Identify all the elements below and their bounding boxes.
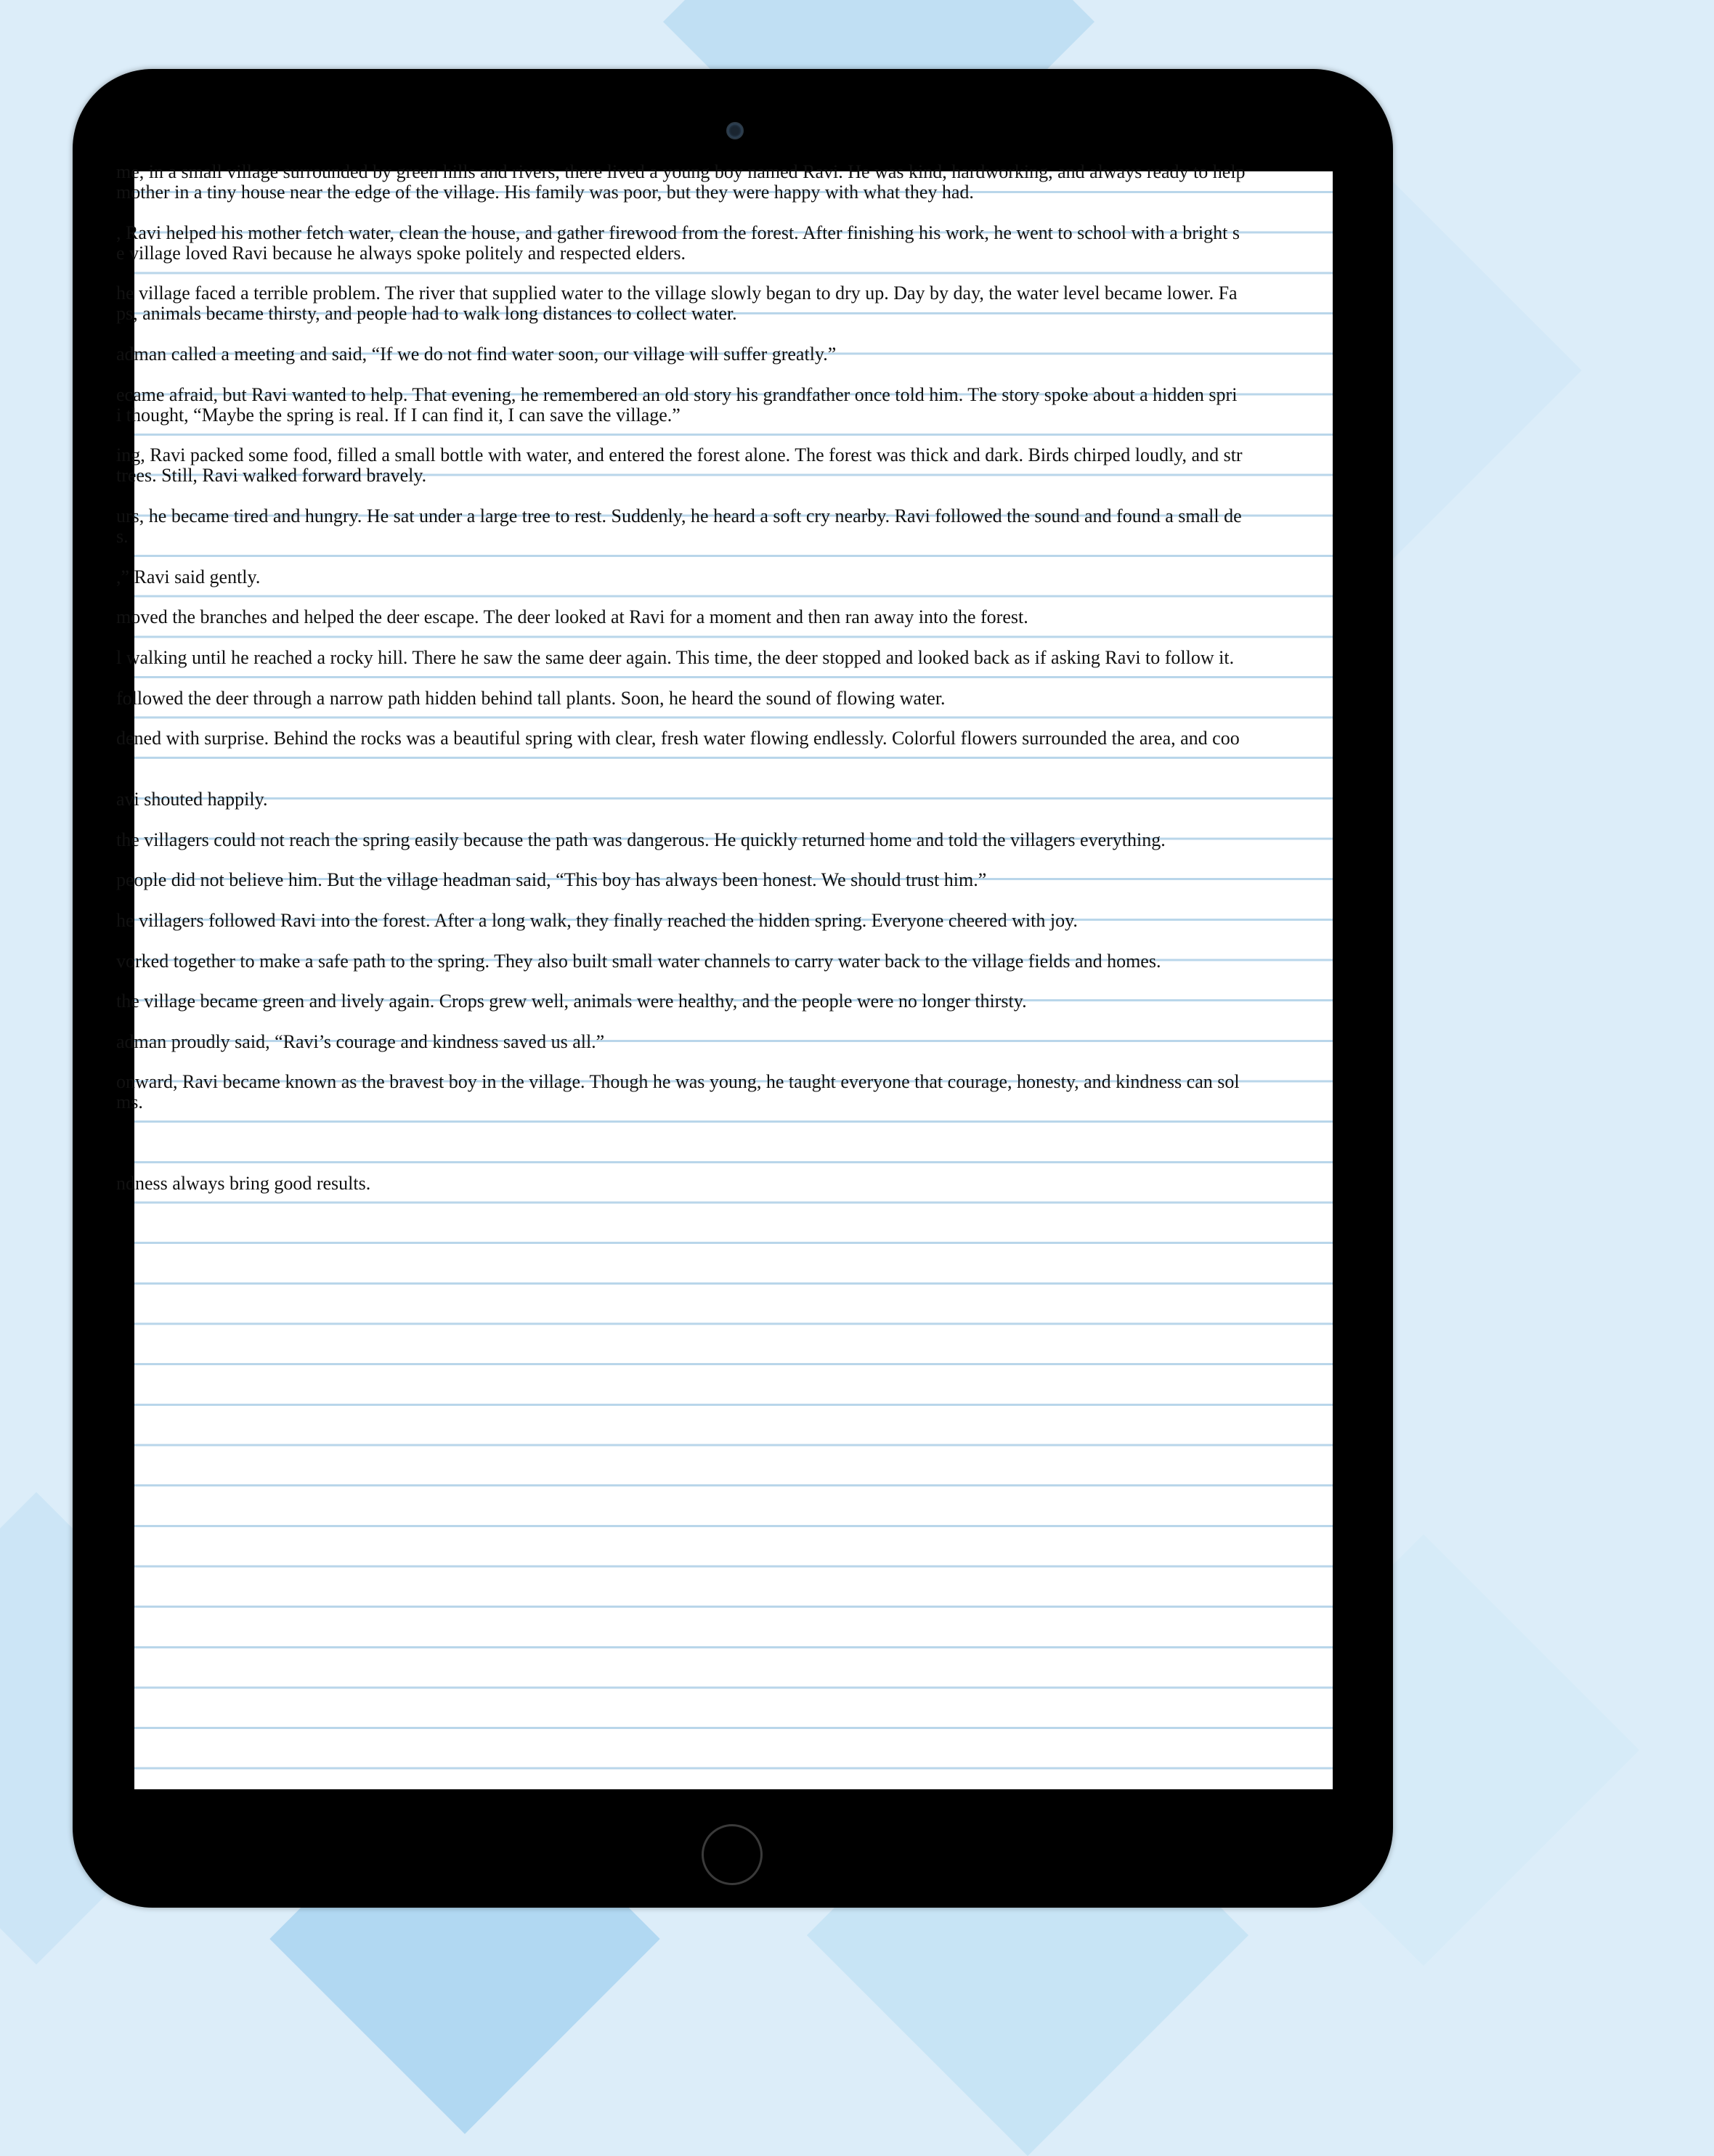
story-line: ecame afraid, but Ravi wanted to help. That evening, he remembered an old story his grandfather once told him. The story spoke about a hidden spri bbox=[116, 383, 1238, 405]
story-paragraph bbox=[116, 1032, 1714, 1052]
front-camera bbox=[726, 122, 744, 139]
story-line: adman called a meeting and said, “If we do not find water soon, our village will suffer greatly.” bbox=[116, 343, 837, 365]
story-line: ing, Ravi packed some food, filled a small bottle with water, and entered the forest alone. The forest was thick and dark. Birds chirped loudly, and str bbox=[116, 444, 1243, 466]
story-line: me, in a small village surrounded by green hills and rivers, there lived a young boy named Ravi. He was kind, hardworking, and always ready to help bbox=[116, 161, 1246, 182]
story-line: , Ravi helped his mother fetch water, clean the house, and gather firewood from the forest. After finishing his work, he went to school with a bright s bbox=[116, 221, 1240, 243]
story-line: trees. Still, Ravi walked forward bravely. bbox=[116, 465, 427, 487]
story-line: people did not believe him. But the village headman said, “This boy has always been honest. We should trust him.” bbox=[116, 869, 987, 891]
story-line: ndness always bring good results. bbox=[116, 1172, 371, 1194]
story-line: vorked together to make a safe path to the spring. They also built small water channels to carry water back to the village fields and homes. bbox=[116, 950, 1161, 972]
story-line: urs, he became tired and hungry. He sat under a large tree to rest. Suddenly, he heard a soft cry nearby. Ravi followed the sound and found a small de bbox=[116, 505, 1242, 526]
story-line: moved the branches and helped the deer escape. The deer looked at Ravi for a moment and then ran away into the forest. bbox=[116, 606, 1028, 628]
story-paragraph bbox=[116, 283, 1714, 324]
story-line: onward, Ravi became known as the bravest boy in the village. Though he was young, he taught everyone that courage, honesty, and kindness can sol bbox=[116, 1071, 1240, 1093]
story-line: followed the deer through a narrow path hidden behind tall plants. Soon, he heard the sound of flowing water. bbox=[116, 687, 946, 709]
story-paragraph bbox=[116, 506, 1714, 547]
story-line: i thought, “Maybe the spring is real. If I can find it, I can save the village.” bbox=[116, 404, 681, 426]
story-paragraph bbox=[116, 607, 1714, 627]
story-line: the village became green and lively again. Crops grew well, animals were healthy, and the people were no longer thirsty. bbox=[116, 990, 1027, 1012]
story-paragraph bbox=[116, 385, 1714, 426]
story-line: ,” Ravi said gently. bbox=[116, 566, 261, 587]
story-paragraph bbox=[116, 911, 1714, 931]
story-paragraph bbox=[116, 648, 1714, 668]
story-line: s. bbox=[116, 525, 129, 547]
story-line bbox=[116, 1133, 1714, 1153]
story-paragraph bbox=[116, 1173, 1714, 1194]
story-line: mother in a tiny house near the edge of the village. His family was poor, but they were happy with what they had. bbox=[116, 182, 974, 203]
story-line: the villagers could not reach the spring easily because the path was dangerous. He quickly returned home and told the villagers everything. bbox=[116, 829, 1166, 850]
story-paragraph bbox=[116, 991, 1714, 1012]
story-paragraph bbox=[116, 567, 1714, 587]
story-paragraph bbox=[116, 344, 1714, 365]
story-line: ps, animals became thirsty, and people had to walk long distances to collect water. bbox=[116, 303, 737, 325]
story-line: dened with surprise. Behind the rocks was a beautiful spring with clear, fresh water flowing endlessly. Colorful flowers surrounded the area, and coo bbox=[116, 728, 1240, 749]
story-line: he village faced a terrible problem. The river that supplied water to the village slowly began to dry up. Day by day, the water level became lower. Fa bbox=[116, 282, 1238, 304]
story-paragraph bbox=[116, 1072, 1714, 1112]
story-line: l walking until he reached a rocky hill. There he saw the same deer again. This time, the deer stopped and looked back as if asking Ravi to follow it. bbox=[116, 646, 1235, 668]
story-paragraph bbox=[116, 162, 1714, 203]
story-paragraph bbox=[116, 688, 1714, 709]
story-paragraph bbox=[116, 728, 1714, 769]
story-line: avi shouted happily. bbox=[116, 788, 268, 810]
story-paragraph bbox=[116, 223, 1714, 264]
story-line: he villagers followed Ravi into the forest. After a long walk, they finally reached the hidden spring. Everyone cheered with joy. bbox=[116, 909, 1078, 931]
story-text bbox=[116, 161, 1714, 1213]
story-paragraph bbox=[116, 830, 1714, 850]
story-paragraph bbox=[116, 870, 1714, 890]
story-line: ms. bbox=[116, 1091, 143, 1113]
story-paragraph bbox=[116, 445, 1714, 486]
story-paragraph bbox=[116, 1133, 1714, 1153]
story-paragraph bbox=[116, 789, 1714, 810]
story-paragraph bbox=[116, 951, 1714, 972]
story-line: adman proudly said, “Ravi’s courage and kindness saved us all.” bbox=[116, 1030, 605, 1052]
notebook-page bbox=[116, 161, 1333, 1789]
story-line: e village loved Ravi because he always spoke politely and respected elders. bbox=[116, 242, 686, 264]
home-button[interactable] bbox=[702, 1824, 763, 1885]
story-line bbox=[116, 749, 1714, 769]
